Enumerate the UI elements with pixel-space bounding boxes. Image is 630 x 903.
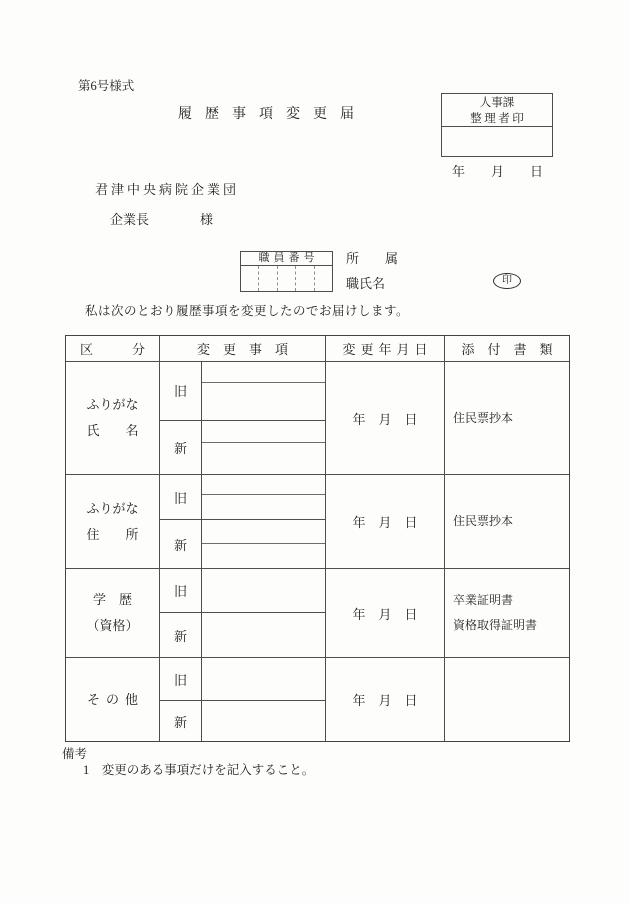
addressee-title: 企業長	[110, 212, 150, 227]
change-items-name	[160, 362, 326, 474]
organization-name: 君津中央病院企業団	[95, 182, 240, 197]
old-label: 旧	[160, 475, 202, 519]
addressee-honorific: 様	[200, 212, 214, 227]
table-row-other	[66, 657, 569, 741]
table-row-education	[66, 568, 569, 658]
attachments-address: 住民票抄本	[453, 514, 514, 529]
clerk-stamp-box	[441, 93, 553, 157]
change-date-field[interactable]: 年 月 日	[326, 569, 445, 658]
employee-number-digit-field[interactable]	[315, 266, 332, 291]
old-label: 旧	[160, 569, 202, 612]
old-label: 旧	[160, 658, 202, 700]
new-furigana-field[interactable]	[202, 421, 325, 443]
old-furigana-field[interactable]	[202, 475, 325, 495]
old-furigana-field[interactable]	[202, 362, 325, 383]
new-label: 新	[160, 613, 202, 658]
employee-number-label: 職員番号	[241, 252, 332, 266]
attachments-name: 住民票抄本	[453, 410, 514, 425]
old-education-field[interactable]	[202, 569, 325, 612]
category-name: ふりがな 氏 名	[66, 362, 160, 474]
notes-title: 備考	[62, 747, 88, 761]
stamp-area-field[interactable]	[442, 127, 552, 156]
employee-number-digit-field[interactable]	[278, 266, 296, 291]
header-change-items: 変更事項	[160, 336, 326, 361]
new-furigana-field[interactable]	[202, 520, 325, 544]
employee-number-digit-field[interactable]	[259, 266, 277, 291]
change-date-field[interactable]: 年 月 日	[326, 475, 445, 568]
table-header-row	[66, 336, 569, 361]
page-title: 履歴事項変更届	[178, 107, 367, 122]
employee-number-box	[240, 251, 333, 292]
job-name-label: 職氏名	[346, 276, 386, 291]
change-details-table	[65, 335, 570, 742]
employee-number-cells	[241, 266, 332, 291]
seal-kanji: 印	[502, 275, 512, 286]
old-other-field[interactable]	[202, 658, 325, 700]
form-number: 第6号様式	[78, 79, 135, 93]
category-address: ふりがな 住 所	[66, 475, 160, 568]
change-date-field[interactable]: 年 月 日	[326, 658, 445, 741]
change-items-other	[160, 658, 326, 741]
old-address-field[interactable]	[202, 495, 325, 519]
attachments-education: 卒業証明書 資格取得証明書	[453, 593, 538, 633]
table-row-name	[66, 361, 569, 474]
new-education-field[interactable]	[202, 613, 325, 658]
new-address-field[interactable]	[202, 544, 325, 568]
change-date-field[interactable]: 年 月 日	[326, 362, 445, 474]
stamp-box-header	[442, 94, 552, 127]
attachments-other	[445, 658, 569, 741]
new-name-field[interactable]	[202, 443, 325, 474]
new-label: 新	[160, 421, 202, 474]
stamp-box-label: 整理者印	[470, 112, 527, 125]
header-category: 区 分	[66, 336, 160, 361]
seal-placeholder[interactable]	[493, 273, 521, 289]
stamp-date-field[interactable]: 年 月 日	[452, 164, 544, 179]
table-row-address	[66, 474, 569, 568]
header-attachments: 添付書類	[461, 341, 566, 357]
header-change-date: 変更年月日	[326, 336, 445, 361]
old-label: 旧	[160, 362, 202, 420]
old-name-field[interactable]	[202, 383, 325, 420]
change-items-address	[160, 475, 326, 568]
employee-number-digit-field[interactable]	[296, 266, 314, 291]
new-label: 新	[160, 520, 202, 568]
category-other: その他	[66, 658, 160, 741]
change-items-education	[160, 569, 326, 658]
new-other-field[interactable]	[202, 701, 325, 741]
note-item-1: 1 変更のある事項だけを記入すること。	[83, 763, 315, 777]
employee-number-digit-field[interactable]	[241, 266, 259, 291]
new-label: 新	[160, 701, 202, 741]
declaration-text: 私は次のとおり履歴事項を変更したのでお届けします。	[85, 304, 410, 318]
category-education: 学 歴 （資格）	[66, 569, 160, 658]
affiliation-label: 所 属	[346, 251, 399, 266]
stamp-box-department: 人事課	[479, 97, 515, 109]
